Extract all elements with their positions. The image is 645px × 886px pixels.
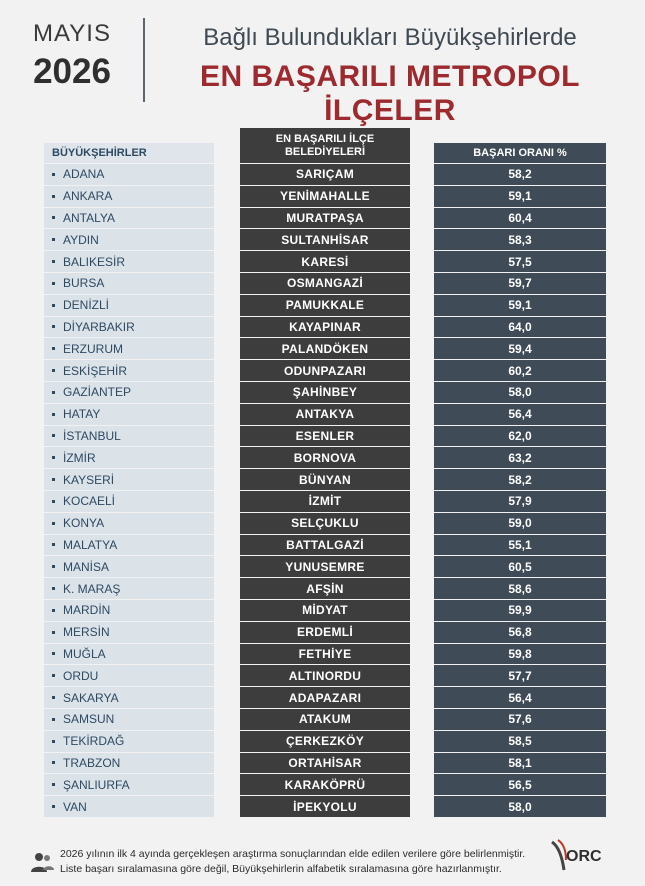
city-name: TRABZON <box>63 755 121 770</box>
city-cell <box>44 164 214 185</box>
table-row <box>44 622 606 644</box>
bullet-icon <box>52 434 55 437</box>
city-name: BALIKESİR <box>63 254 126 269</box>
district-cell: PAMUKKALE <box>240 295 410 316</box>
rate-cell: 58,2 <box>434 469 606 490</box>
table-row <box>44 338 606 360</box>
rate-cell: 56,4 <box>434 404 606 425</box>
district-cell: BORNOVA <box>240 447 410 468</box>
month-label: MAYIS <box>33 20 111 47</box>
header-cities: BÜYÜKŞEHİRLER <box>44 143 214 163</box>
bullet-icon <box>52 304 55 307</box>
city-cell <box>44 295 214 316</box>
table-row <box>44 251 606 273</box>
rate-cell: 57,9 <box>434 491 606 512</box>
city-cell <box>44 360 214 381</box>
table-row <box>44 360 606 382</box>
bullet-icon <box>52 783 55 786</box>
city-cell <box>44 578 214 599</box>
district-cell: BÜNYAN <box>240 469 410 490</box>
district-cell: İPEKYOLU <box>240 796 410 817</box>
rate-cell: 63,2 <box>434 447 606 468</box>
city-name: DENİZLİ <box>63 298 110 313</box>
table-row <box>44 295 606 317</box>
table-row <box>44 578 606 600</box>
rate-cell: 60,2 <box>434 360 606 381</box>
bullet-icon <box>52 478 55 481</box>
rate-cell: 58,3 <box>434 229 606 250</box>
city-name: GAZİANTEP <box>63 385 132 400</box>
bullet-icon <box>52 260 55 263</box>
table-row <box>44 404 606 426</box>
city-cell <box>44 600 214 621</box>
bullet-icon <box>52 238 55 241</box>
city-name: ŞANLIURFA <box>63 777 130 792</box>
city-cell <box>44 644 214 665</box>
bullet-icon <box>52 325 55 328</box>
bullet-icon <box>52 522 55 525</box>
header-success-rate: BAŞARI ORANI % <box>434 143 606 163</box>
city-name: ANTALYA <box>63 210 116 225</box>
district-cell: İZMİT <box>240 491 410 512</box>
footer-note-line1: 2026 yılının ilk 4 ayında gerçekleşen araştırma sonuçlarından elde edilen verilere göre belirlenmiştir. <box>60 848 526 860</box>
city-name: ERZURUM <box>63 341 123 356</box>
header-districts-label: EN BAŞARILI İLÇE BELEDİYELERİ <box>275 132 375 158</box>
city-name: SAMSUN <box>63 712 115 727</box>
district-cell: BATTALGAZİ <box>240 535 410 556</box>
district-cell: ADAPAZARI <box>240 687 410 708</box>
bullet-icon <box>52 369 55 372</box>
city-cell <box>44 469 214 490</box>
page-subtitle: Bağlı Bulundukları Büyükşehirlerde <box>203 24 577 51</box>
city-name: KONYA <box>63 516 105 531</box>
table-row <box>44 164 606 186</box>
people-icon <box>30 850 54 874</box>
rate-cell: 59,4 <box>434 338 606 359</box>
footer-note-line2: Liste başarı sıralamasına göre değil, Büyükşehirlerin alfabetik sıralamasına göre hazırlanmıştır. <box>60 863 502 875</box>
city-cell <box>44 426 214 447</box>
city-name: SAKARYA <box>63 690 119 705</box>
rate-cell: 59,1 <box>434 186 606 207</box>
city-name: ORDU <box>63 668 99 683</box>
rate-cell: 59,7 <box>434 273 606 294</box>
city-name: MERSİN <box>63 625 110 640</box>
city-name: MALATYA <box>63 537 118 552</box>
table-row <box>44 731 606 753</box>
district-cell: SARIÇAM <box>240 164 410 185</box>
bullet-icon <box>52 631 55 634</box>
rate-cell: 59,0 <box>434 513 606 534</box>
city-name: MANİSA <box>63 559 110 574</box>
rate-cell: 58,0 <box>434 382 606 403</box>
bullet-icon <box>52 173 55 176</box>
rate-cell: 59,1 <box>434 295 606 316</box>
rate-cell: 57,6 <box>434 709 606 730</box>
bullet-icon <box>52 216 55 219</box>
bullet-icon <box>52 696 55 699</box>
table-row <box>44 753 606 775</box>
rate-cell: 58,5 <box>434 731 606 752</box>
table-row <box>44 600 606 622</box>
table-row <box>44 709 606 731</box>
table-row <box>44 491 606 513</box>
city-name: BURSA <box>63 276 105 291</box>
rate-cell: 58,0 <box>434 796 606 817</box>
bullet-icon <box>52 718 55 721</box>
table-row <box>44 447 606 469</box>
district-cell: ODUNPAZARI <box>240 360 410 381</box>
bullet-icon <box>52 761 55 764</box>
table-row <box>44 796 606 818</box>
table-row <box>44 556 606 578</box>
table-row <box>44 426 606 448</box>
orc-logo <box>548 836 618 876</box>
city-cell <box>44 273 214 294</box>
bullet-icon <box>52 565 55 568</box>
rate-cell: 58,6 <box>434 578 606 599</box>
table-row <box>44 382 606 404</box>
city-cell <box>44 753 214 774</box>
rate-cell: 57,7 <box>434 665 606 686</box>
city-cell <box>44 535 214 556</box>
city-cell <box>44 731 214 752</box>
district-cell: ALTINORDU <box>240 665 410 686</box>
city-name: MARDİN <box>63 603 111 618</box>
rate-cell: 55,1 <box>434 535 606 556</box>
rate-cell: 58,1 <box>434 753 606 774</box>
bullet-icon <box>52 674 55 677</box>
city-cell <box>44 186 214 207</box>
table-row <box>44 535 606 557</box>
rate-cell: 56,5 <box>434 774 606 795</box>
city-cell <box>44 687 214 708</box>
district-cell: FETHİYE <box>240 644 410 665</box>
city-cell <box>44 665 214 686</box>
district-cell: KARAKÖPRÜ <box>240 774 410 795</box>
city-name: HATAY <box>63 407 101 422</box>
city-cell <box>44 338 214 359</box>
city-cell <box>44 774 214 795</box>
table-row <box>44 513 606 535</box>
rate-cell: 58,2 <box>434 164 606 185</box>
page-title: EN BAŞARILI METROPOL İLÇELER <box>199 60 580 127</box>
table-row <box>44 186 606 208</box>
bullet-icon <box>52 740 55 743</box>
city-cell <box>44 796 214 817</box>
city-cell <box>44 513 214 534</box>
rate-cell: 60,5 <box>434 556 606 577</box>
district-cell: SELÇUKLU <box>240 513 410 534</box>
district-cell: YUNUSEMRE <box>240 556 410 577</box>
city-name: İZMİR <box>63 450 96 465</box>
district-cell: ERDEMLİ <box>240 622 410 643</box>
rate-cell: 57,5 <box>434 251 606 272</box>
city-cell <box>44 709 214 730</box>
city-name: ADANA <box>63 167 105 182</box>
city-cell <box>44 491 214 512</box>
header-divider <box>143 18 145 102</box>
table-row <box>44 687 606 709</box>
table-row <box>44 273 606 295</box>
city-cell <box>44 622 214 643</box>
city-name: İSTANBUL <box>63 428 121 443</box>
date-block <box>22 20 122 92</box>
city-name: MUĞLA <box>63 646 106 661</box>
district-cell: PALANDÖKEN <box>240 338 410 359</box>
table-row <box>44 774 606 796</box>
city-cell <box>44 208 214 229</box>
table-row <box>44 229 606 251</box>
bullet-icon <box>52 456 55 459</box>
city-name: DİYARBAKIR <box>63 319 135 334</box>
city-name: TEKİRDAĞ <box>63 734 125 749</box>
district-cell: KAYAPINAR <box>240 317 410 338</box>
city-cell <box>44 229 214 250</box>
city-cell <box>44 382 214 403</box>
table-row <box>44 208 606 230</box>
city-cell <box>44 251 214 272</box>
city-name: KAYSERİ <box>63 472 115 487</box>
city-name: ESKİŞEHİR <box>63 363 128 378</box>
city-name: K. MARAŞ <box>63 581 121 596</box>
header-districts <box>240 128 410 163</box>
district-cell: MİDYAT <box>240 600 410 621</box>
table-row <box>44 469 606 491</box>
district-cell: ATAKUM <box>240 709 410 730</box>
year-label: 2026 <box>33 52 111 91</box>
bullet-icon <box>52 413 55 416</box>
rate-cell: 56,8 <box>434 622 606 643</box>
district-cell: ŞAHİNBEY <box>240 382 410 403</box>
district-cell: ANTAKYA <box>240 404 410 425</box>
city-name: ANKARA <box>63 189 113 204</box>
district-cell: OSMANGAZİ <box>240 273 410 294</box>
bullet-icon <box>52 500 55 503</box>
rate-cell: 59,8 <box>434 644 606 665</box>
bullet-icon <box>52 609 55 612</box>
bullet-icon <box>52 195 55 198</box>
district-cell: KARESİ <box>240 251 410 272</box>
district-cell: ESENLER <box>240 426 410 447</box>
bullet-icon <box>52 543 55 546</box>
city-cell <box>44 404 214 425</box>
bullet-icon <box>52 587 55 590</box>
district-cell: MURATPAŞA <box>240 208 410 229</box>
bullet-icon <box>52 805 55 808</box>
city-cell <box>44 556 214 577</box>
district-cell: SULTANHİSAR <box>240 229 410 250</box>
rate-cell: 62,0 <box>434 426 606 447</box>
city-name: AYDIN <box>63 232 99 247</box>
bullet-icon <box>52 391 55 394</box>
bullet-icon <box>52 347 55 350</box>
table-row <box>44 317 606 339</box>
district-cell: AFŞİN <box>240 578 410 599</box>
bullet-icon <box>52 652 55 655</box>
district-cell: ÇERKEZKÖY <box>240 731 410 752</box>
city-name: VAN <box>63 799 87 814</box>
district-cell: ORTAHİSAR <box>240 753 410 774</box>
table-row <box>44 665 606 687</box>
orc-logo-text: ORC <box>566 848 602 865</box>
bullet-icon <box>52 282 55 285</box>
city-cell <box>44 317 214 338</box>
city-name: KOCAELİ <box>63 494 116 509</box>
rate-cell: 60,4 <box>434 208 606 229</box>
city-cell <box>44 447 214 468</box>
table-row <box>44 644 606 666</box>
rate-cell: 56,4 <box>434 687 606 708</box>
district-cell: YENİMAHALLE <box>240 186 410 207</box>
headline <box>150 24 630 128</box>
rate-cell: 64,0 <box>434 317 606 338</box>
rate-cell: 59,9 <box>434 600 606 621</box>
